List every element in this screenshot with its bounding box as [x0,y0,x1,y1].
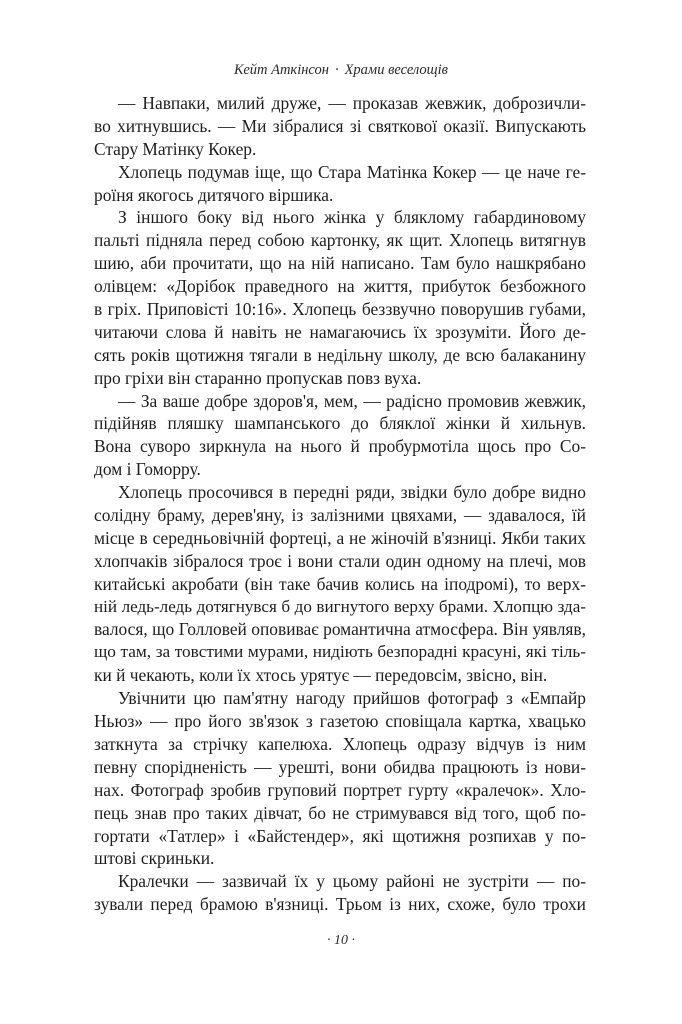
text-line: читаючи слова й навіть не намагаючись їх зрозуміти. Його де- [94,321,586,342]
text-line: валося, що Голловей оповиває романтична атмосфера. Він уявляв, [94,619,586,640]
text-line: місце в середньовічній фортеці, а не жіночій в'язниці. Якби таких [94,527,586,548]
text-line: пальті підняла перед собою картонку, як щит. Хлопець витягнув [94,230,586,251]
text-line: шию, аби прочитати, що на ній написано. Там було нашкрябано [94,253,586,274]
text-line: во хитнувшись. — Ми зібралися зі святкової оказії. Випускають [94,115,586,136]
text-line: хлопчаків зібралося троє і вони стали один одному на плечі, мов [94,550,586,571]
text-line: Стару Матінку Кокер. [94,138,257,159]
text-line: про гріхи він старанно пропускав повз вуха. [94,367,422,388]
text-line: підійняв пляшку шампанського до бляклої жінки й хильнув. [94,413,586,434]
text-line: штові скриньки. [94,848,215,869]
running-head [0,61,682,79]
text-line: Ньюз» — про його зв'язок з газетою сповіщала картка, хвацько [94,711,586,732]
text-line: Вона суворо зиркнула на нього й пробурмотіла щось про Со- [94,436,586,457]
text-line: дом і Гоморру. [94,459,201,480]
text-line: пець знав про таких дівчат, бо не стримувався від того, щоб по- [94,802,586,823]
text-line: певну спорідненість — урешті, вони обидва працюють із нови- [94,756,586,777]
text-line: нах. Фотограф зробив груповий портрет гурту «кралечок». Хло- [94,779,586,800]
text-line: гортати «Татлер» і «Байстендер», які щотижня розпихав у по- [94,825,586,846]
text-line: солідну браму, дерев'яну, із залізними цвяхами, — здавалося, їй [94,505,586,526]
text-line: роїня якогось дитячого віршика. [94,184,334,205]
text-line: — Навпаки, милий друже, — проказав жевжик, доброзичли- [118,93,586,113]
text-line: в гріх. Приповісті 10:16». Хлопець беззвучно поворушив губами, [94,299,586,320]
folio-mark-left: · [327,933,331,948]
text-line: олівцем: «Дорібок праведного на життя, прибуток безбожного [94,276,586,297]
text-line: Хлопець подумав іще, що Стара Матінка Кокер — це наче ге- [118,161,586,182]
running-head-separator: · [334,62,339,78]
folio-mark-right: · [351,933,355,948]
body-text [94,92,586,916]
text-line: ки й чекають, коли їх хтось урятує — передовсім, звісно, він. [94,665,548,686]
text-line: З іншого боку від нього жінка у бляклому габардиновому [118,207,586,228]
text-line: китайські акробати (він таке бачив колись на іподромі), то верх- [94,573,586,594]
running-head-book-title: Храми веселощів [344,62,448,78]
text-line: сять років щотижня тягали в недільну школу, де всю балаканину [94,344,586,365]
text-line: Хлопець просочився в передні ряди, звідки було добре видно [118,482,586,503]
page-number-footer [0,932,682,950]
text-line: заткнута за стрічку капелюха. Хлопець одразу відчув із ним [94,733,586,754]
text-line: Увічнити цю пам'ятну нагоду прийшов фотограф з «Емпайр [118,688,586,709]
text-line: зували перед брамою в'язниці. Трьом із них, схоже, було трохи [94,894,586,915]
text-line: що там, за товстими мурами, нидіють безпорадні красуні, які тіль- [94,642,586,662]
text-line: — За ваше добре здоров'я, мем, — радісно промовив жевжик, [118,390,586,411]
text-line: ній ледь-ледь дотягнувся б до вигнутого верху брами. Хлопцю зда- [94,596,586,616]
page-number: 10 [334,933,348,948]
running-head-author: Кейт Аткінсон [234,62,329,78]
text-line: Кралечки — зазвичай їх у цьому районі не зустріти — по- [118,871,586,892]
